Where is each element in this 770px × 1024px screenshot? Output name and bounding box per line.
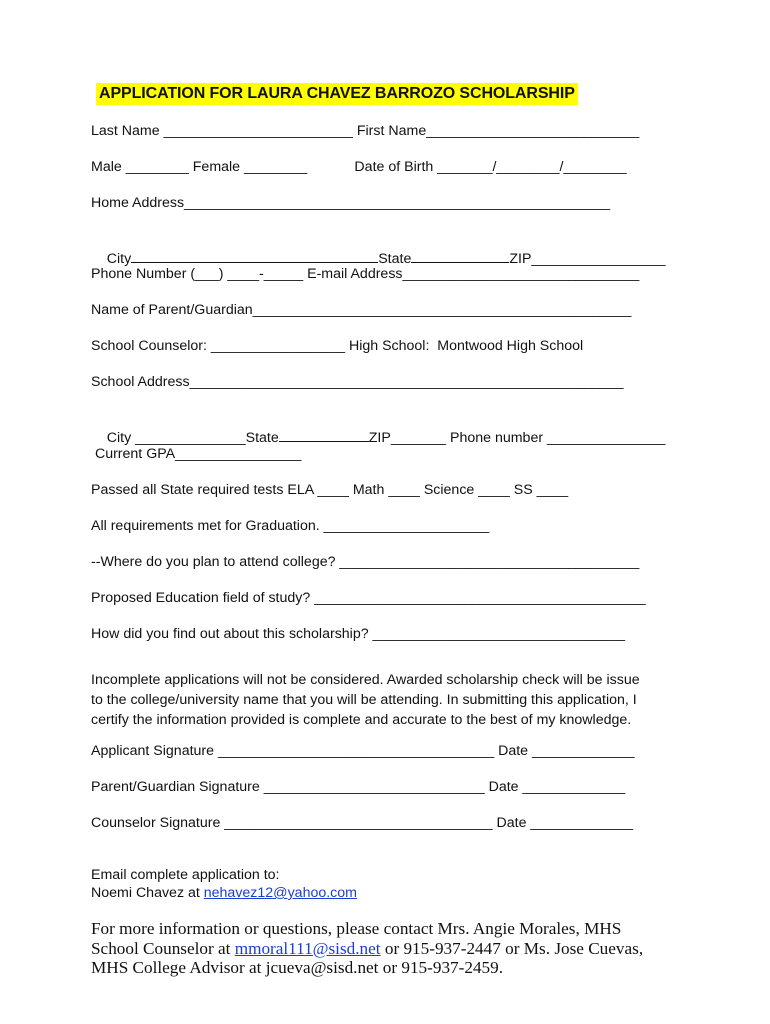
- contact-line: For more information or questions, please contact Mrs. Angie Morales, MHS: [91, 919, 622, 938]
- contact-line: [91, 939, 711, 959]
- school-address-field-line[interactable]: School Address_______________________________________________________: [91, 374, 624, 390]
- state-tests-line[interactable]: Passed all State required tests ELA ____ Math ____ Science ____ SS ____: [91, 482, 569, 498]
- school-state-blank[interactable]: [279, 427, 369, 442]
- contact-line: MHS College Advisor at jcueva@sisd.net or 915-937-2459.: [91, 958, 504, 977]
- phone-email-field-line[interactable]: Phone Number (___) ____-_____ E-mail Address______________________________: [91, 266, 640, 282]
- applicant-signature-line[interactable]: Applicant Signature ___________________________________ Date _____________: [91, 743, 635, 759]
- counselor-signature-line[interactable]: Counselor Signature __________________________________ Date _____________: [91, 815, 633, 831]
- parent-field-line[interactable]: Name of Parent/Guardian________________________________________________: [91, 302, 632, 318]
- notice-line: to the college/university name that you will be attending. In submitting this application, I: [91, 692, 637, 708]
- school-zip-phone-label[interactable]: ZIP_______ Phone number _______________: [368, 430, 666, 446]
- submission-email-block: [91, 866, 357, 902]
- zip-label[interactable]: ZIP_________________: [509, 251, 666, 267]
- contact-suffix: or 915-937-2447 or Ms. Jose Cuevas,: [380, 938, 644, 958]
- recipient-name: Noemi Chavez at: [91, 885, 204, 901]
- state-blank[interactable]: [411, 248, 509, 263]
- name-field-line[interactable]: Last Name ________________________ First Name___________________________: [91, 123, 640, 139]
- counselor-email-link[interactable]: mmoral111@sisd.net: [234, 938, 381, 958]
- contact-info-block: [91, 919, 711, 978]
- title-container: [96, 83, 671, 107]
- email-instruction: Email complete application to:: [91, 867, 280, 883]
- state-label: State: [378, 251, 412, 267]
- gender-dob-field-line[interactable]: Male ________ Female ________ Date of Birth _______/________/________: [91, 159, 627, 175]
- email-recipient-line: [91, 884, 357, 902]
- form-title: APPLICATION FOR LAURA CHAVEZ BARROZO SCHOLARSHIP: [96, 83, 578, 105]
- notice-line: certify the information provided is complete and accurate to the best of my knowledge.: [91, 712, 632, 728]
- scholarship-source-line[interactable]: How did you find out about this scholarship? ________________________________: [91, 626, 626, 642]
- college-plan-line[interactable]: --Where do you plan to attend college? ______________________________________: [91, 554, 640, 570]
- home-address-field-line[interactable]: Home Address______________________________________________________: [91, 195, 611, 211]
- school-city-label[interactable]: City ______________State: [106, 430, 279, 446]
- graduation-requirements-line[interactable]: All requirements met for Graduation. _____________________: [91, 518, 490, 534]
- recipient-email-link[interactable]: nehavez12@yahoo.com: [203, 885, 357, 901]
- city-label: City: [106, 251, 132, 267]
- counselor-highschool-line[interactable]: School Counselor: _________________ High School: Montwood High School: [91, 338, 584, 354]
- city-blank[interactable]: [131, 248, 378, 263]
- parent-signature-line[interactable]: Parent/Guardian Signature ____________________________ Date _____________: [91, 779, 626, 795]
- gpa-field-line[interactable]: Current GPA________________: [91, 446, 302, 462]
- contact-prefix: School Counselor at: [91, 938, 235, 958]
- field-of-study-line[interactable]: Proposed Education field of study? __________________________________________: [91, 590, 646, 606]
- notice-line: Incomplete applications will not be considered. Awarded scholarship check will be issue: [91, 672, 640, 688]
- notice-paragraph: [91, 670, 691, 730]
